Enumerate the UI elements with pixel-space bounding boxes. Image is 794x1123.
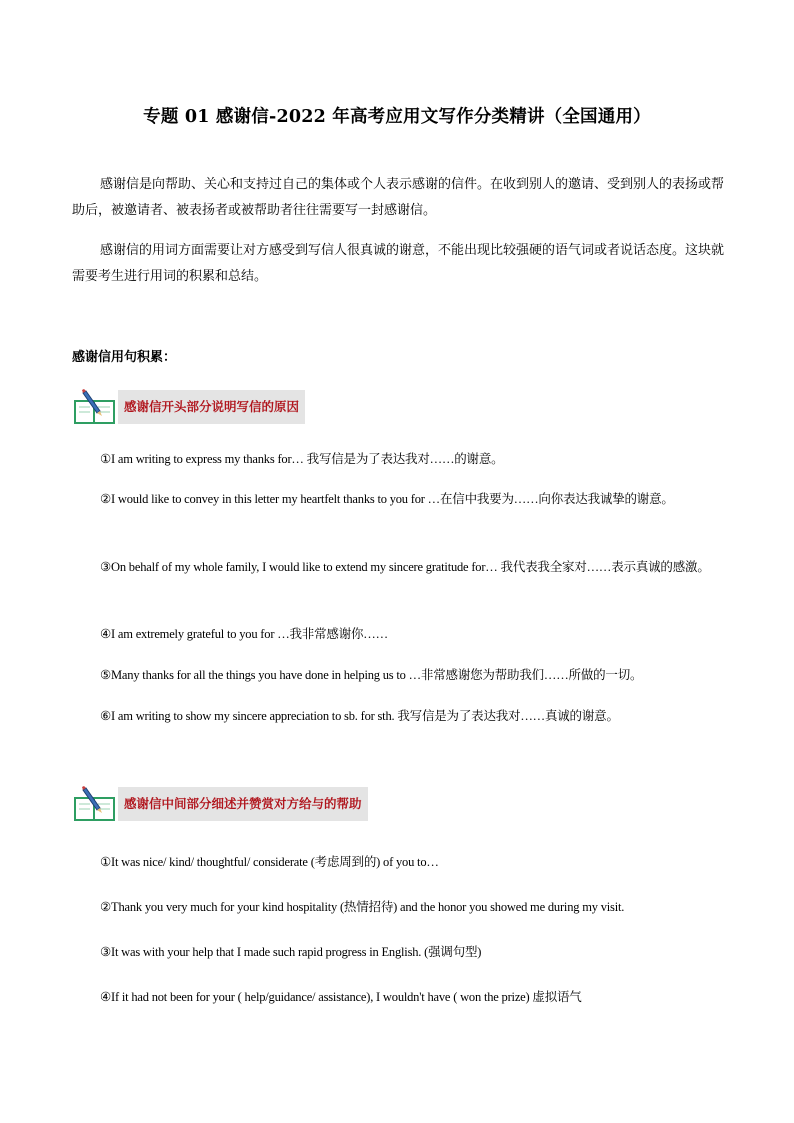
- page-title: 专题 01 感谢信-2022 年高考应用文写作分类精讲（全国通用）: [143, 107, 651, 127]
- list-item: ⑤Many thanks for all the things you have done in helping us to …非常感谢您为帮助我们……所做的一切。: [100, 668, 643, 682]
- section-label-opening: 感谢信开头部分说明写信的原因: [118, 390, 305, 424]
- list-item: ①I am writing to express my thanks for… 我写信是为了表达我对……的谢意。: [100, 452, 504, 466]
- section-header-opening: [72, 387, 402, 427]
- list-item: ②I would like to convey in this letter my heartfelt thanks to you for …在信中我要为……向你表达我诚挚的谢意。: [100, 492, 674, 506]
- list-item: ①It was nice/ kind/ thoughtful/ considerate (考虑周到的) of you to…: [100, 855, 439, 869]
- list-item: ④If it had not been for your ( help/guidance/ assistance), I wouldn't have ( won the prize) 虚拟语气: [100, 990, 582, 1004]
- list-item: ③On behalf of my whole family, I would like to extend my sincere gratitude for… 我代表我全家对……表示真诚的感激。: [100, 560, 710, 574]
- list-item: ③It was with your help that I made such rapid progress in English. (强调句型): [100, 945, 482, 959]
- section-header-middle: [72, 784, 402, 824]
- list-item: ②Thank you very much for your kind hospitality (热情招待) and the honor you showed me during my visit.: [100, 900, 625, 914]
- book-pencil-icon: [72, 387, 118, 427]
- list-item: ⑥I am writing to show my sincere appreciation to sb. for sth. 我写信是为了表达我对……真诚的谢意。: [100, 709, 619, 723]
- list-item: ④I am extremely grateful to you for …我非常感谢你……: [100, 627, 388, 641]
- book-pencil-icon: [72, 784, 118, 824]
- intro-paragraph-1: 感谢信是向帮助、关心和支持过自己的集体或个人表示感谢的信件。在收到别人的邀请、受到别人的表扬或帮助后，被邀请者、被表扬者或被帮助者往往需要写一封感谢信。: [72, 177, 725, 218]
- section-label-middle: 感谢信中间部分细述并赞赏对方给与的帮助: [118, 787, 368, 821]
- intro-paragraph-2: 感谢信的用词方面需要让对方感受到写信人很真诚的谢意，不能出现比较强硬的语气词或者说话态度。这块就需要考生进行用词的积累和总结。: [72, 243, 725, 284]
- section-heading: 感谢信用句积累：: [72, 350, 177, 365]
